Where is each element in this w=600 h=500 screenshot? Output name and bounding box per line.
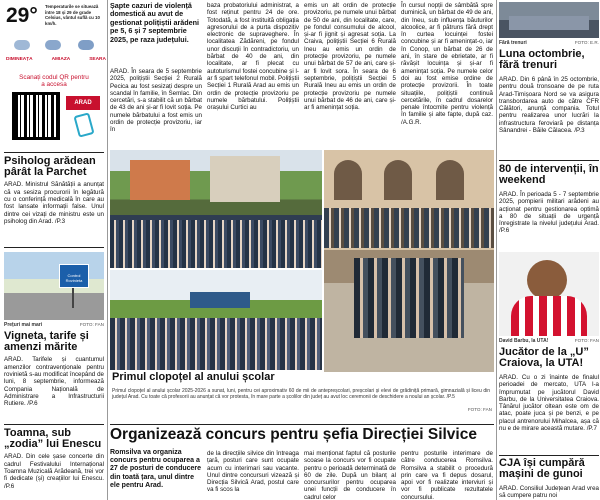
bottom-col-2: mai menționat faptul că posturile scoase la concurs vor fi ocupate pentru o perioadă determinată de 60 de zile. După un bilanț al concursurilor pentru ocuparea unei funcții de conducere în cadrul celor: [304, 450, 396, 500]
photo-credit: FOTO: E.R.: [574, 40, 599, 45]
bottom-col-1: de la direcțiile silvice din întreaga țară, posturi care sunt ocupate acum cu interimari sau vacante. Unul dintre concursuri vizează și Direcția Silvică Arad, postul care va fi scos la: [207, 450, 299, 494]
text-col-2: baza probatoriului administrat, a fost reținut pentru 24 de ore. Totodată, a fost instituită obligația agresorului de a purta dispozitiv electronic de supraveghere. În localitatea Zădăreni, pe fondul unor discuții în contradictoriu, un bărbat de 40 de ani, din localitate, ar fi plecat cu autoturismul fostei concubine și l-ar fi spart telefonul mobil. Polițiștii Secției 1 Rurală Arad au emis un ordin de protecție provizoriu pe numele bărbatului. Polițiștii orașului Curtici au: [207, 2, 299, 112]
lead-title[interactable]: Șapte cazuri de violență domestică au avut de gestionat polițiștii arădeni pe 5, 6 și 7 septembrie 2025, pe raza județului.: [110, 1, 200, 44]
story-trains-body: ARAD. Din 6 până în 25 octombrie, pentru două tronsoane de pe ruta Arad-Timișoara Nord se va asigura transbordarea auto de către CFR Călători, anunță compania. Totul pentru realizarea unor lucrări la infrastructura feroviară pe distanța Sânandrei - Băile Călacea. /P.3: [499, 76, 599, 135]
story-psiholog: [4, 156, 104, 225]
photo-credit: FOTO: FAN: [574, 338, 599, 343]
weather-period-evening: SEARA: [89, 57, 106, 62]
weather-temp: 29°: [6, 4, 38, 27]
weather-period-noon: AMIAZA: [51, 57, 71, 62]
qr-text-line2: a accesa: [41, 81, 67, 88]
story-title[interactable]: Psiholog arădean pârât la Parchet: [4, 155, 96, 179]
bottom-col-3: pentru posturile interimare de către conducerea Romsilva. Romsilva a stabilit o procedură prin care va fi depus dosarul, apoi vor fi realizate interviuri și vor fi publicate rezultatele concursului.: [401, 450, 493, 500]
road-sign: Control Rovinieta: [59, 264, 89, 288]
photo-caption: David Barbu, la UTA!: [499, 338, 549, 344]
rovinieta-photo: [4, 252, 104, 320]
weather-period-morning: DIMINEAȚA: [6, 57, 33, 62]
bottom-story-title[interactable]: Organizează concurs pentru șefia Direcției Silvice: [110, 426, 477, 443]
photo-caption: Fără trenuri: [499, 40, 527, 46]
story-title[interactable]: Toamna, sub „zodia” lui Enescu: [4, 427, 102, 451]
school-photo-left-bottom: [110, 270, 322, 370]
story-cja-body: ARAD. Consiliul Județean Arad vrea să cumpere patru noi: [499, 485, 599, 500]
cloud-rain-icon: [45, 40, 61, 50]
phone-icon: [73, 112, 94, 137]
story-interventions-body: ARAD. În perioada 5 - 7 septembrie 2025, pompierii militari arădeni au acționat pentru gestionarea optimă a 80 de situații de urgență înregistrate la nivelul județului Arad. /P.6: [499, 191, 599, 235]
story-enescu: [4, 428, 104, 490]
bottom-story: [110, 427, 494, 500]
story-title[interactable]: Vigneta, tarife și amenzi mărite: [4, 330, 89, 354]
weather-desc: Temperaturile se situează între 18 și 29 de grade Celsius, vântul suflă cu 10 km/h.: [45, 4, 100, 26]
text-col-1: ARAD. În seara de 5 septembrie 2025, polițiștii Secției 2 Rurală Pecica au fost sesizați despre un scandal în familie, în Semlac. Din cercetări, s-a stabilit că un bărbat de 43 de ani și-ar fi lovit soția. Pe numele bărbatului a fost emis un ordin de protecție provizoriu, iar în: [110, 68, 202, 134]
story-interventions-title[interactable]: 80 de intervenții, în weekend: [499, 163, 599, 187]
text-col-4: În cursul nopții de sâmbătă spre duminică, un bărbat de 49 de ani, din Ineu, sub influența băuturilor alcoolice, ar fi pătruns fără drept în curtea locuinței fostei concubine și ar fi amenințat-o, iar în Conop, un bărbat de 26 de ani, în stare de ebrietate, ar fi răvășit locuința și și-ar fi amenințat soția. Pe numele celor doi au fost emise ordine de protecție provizorii. În toate situațiile, polițiștii continuă cercetările, în cadrul dosarelor penale întocmite pentru violență în familie și alte fapte, după caz. /A.G.R.: [401, 2, 493, 126]
story-uta-title[interactable]: Jucător de la „U” Craiova, la UTA!: [499, 346, 589, 370]
story-body: ARAD. Ministrul Sănătății a anunțat că va sesiza procurorii în legătură cu o conferință medicală în care au fost lansate informații false. Unul dintre cei vizați de ministru este un psiholog din Arad. /P.3: [4, 181, 104, 225]
weather-box: [4, 2, 104, 68]
qr-text-line1: Scanați codul QR pentru: [19, 74, 89, 81]
text-col-3: emis un alt ordin de protecție provizoriu, pe numele unui bărbat de 50 de ani, din localitate, care, pe fondul consumului de alcool, și-ar fi jignit și agresat soția. La Craiva, polițiștii Secției 6 Rurală Ineu au emis un ordin de protecție provizoriu, pe numele unui bărbat de 57 de ani, care și-ar fi lovit sora. În seara de 6 septembrie, polițiștii Secției 5 Rurală Ineu au emis un ordin de protecție provizoriu pe numele unui bărbat de 46 de ani, care și-ar fi amenințat soția.: [304, 2, 396, 112]
school-photo-caption: Primul clopoțel al anului școlar 2025-2026 a sunat, luni, pentru cei aproximativ 60 de mii de antepreșcolari, preșcolari și elevi de grădiniță primară, gimnazială și liceu din județul Arad. Cu toate că profesorii au anunțat că vor protesta, în mare parte a școlilor din județ au avut loc ceremonii de deschidere a noului an școlar. /P.5: [112, 388, 490, 400]
train-photo: [499, 2, 599, 38]
right-column: [499, 0, 599, 500]
story-cja-title[interactable]: CJA își cumpără mașini de gunoi: [499, 457, 585, 481]
story-body: ARAD. Tarifele și cuantumul amenzilor contravenționale pentru rovinietă s-au modificat începând de luni, 8 septembrie, informează Compania Națională de Administrare a Infrastructurii Rutiere. /P.6: [4, 356, 104, 408]
cloud-rain-icon: [78, 40, 94, 50]
cloud-icon: [14, 40, 30, 50]
bottom-story-lead: Romsilva va organiza concurs pentru ocuparea a 27 de posturi de conducere din toată țara, unul dintre ele pentru Arad.: [110, 449, 202, 489]
arad-logo: ARAD: [66, 96, 100, 110]
qr-code-icon[interactable]: [12, 92, 60, 140]
school-photo-left-top: [110, 150, 322, 268]
story-trains-title[interactable]: Luna octombrie, fără trenuri: [499, 48, 585, 72]
story-vigneta: [4, 331, 104, 408]
story-body: ARAD. Din cele șase concerte din cadrul Festivalului Internațional Toamna Muzicală Arădeană, trei vor fi dedicate (și) creațiilor lui Enescu. /P.6: [4, 453, 104, 490]
story-uta-body: ARAD. Cu o zi înainte de finalul perioadei de mercato, UTA l-a împrumutat pe jucătorul David Barbu, de la Universitatea Craiova. Tânărul jucător oltean este om de atac, poate juca și pe benzi, e pe placul antrenorului Mihalcea, așa că nu e de mirare această mutare. /P.7: [499, 374, 599, 433]
main-story: [110, 0, 494, 150]
qr-box: [4, 70, 104, 148]
school-photo-credit: FOTO: FAN: [467, 407, 492, 412]
left-column: [0, 0, 106, 500]
player-photo: [499, 252, 599, 336]
school-photo-right: [324, 150, 494, 372]
photo-credit: FOTO: FAN: [79, 322, 104, 327]
school-photo-title[interactable]: Primul clopoțel al anului școlar: [112, 371, 275, 383]
photo-caption: Prețuri mai mari: [4, 322, 43, 328]
